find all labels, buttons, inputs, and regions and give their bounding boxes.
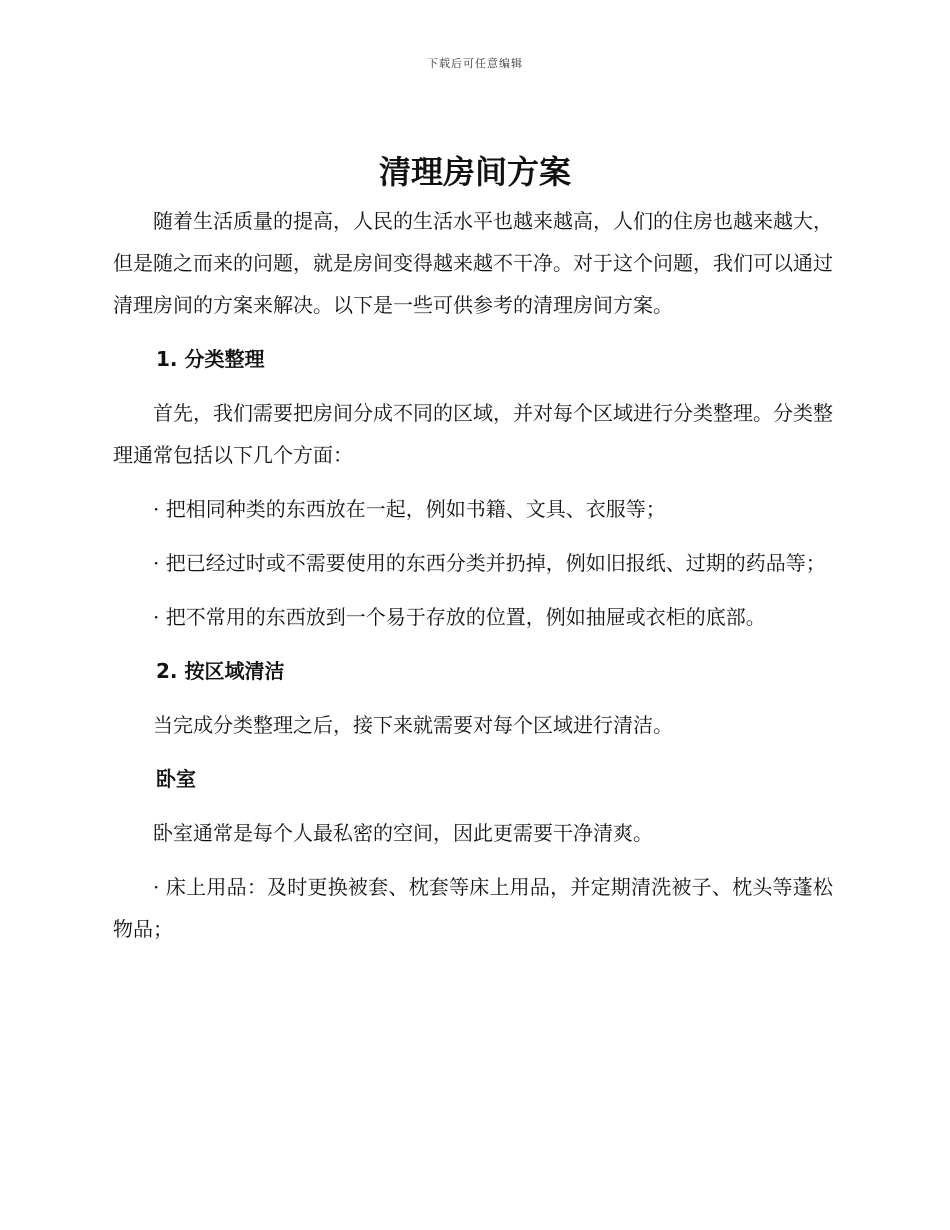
document-title: 清理房间方案 (378, 153, 571, 191)
subsection-heading-bedroom: 卧室 (156, 767, 196, 791)
sorting-intro-paragraph: 首先，我们需要把房间分成不同的区域，并对每个区域进行分类整理。分类整理通常包括以下几个方面： (113, 401, 833, 467)
header-note: 下载后可任意编辑 (427, 57, 523, 70)
section-heading-sorting: 1. 分类整理 (156, 347, 265, 371)
bedroom-list-item: · 床上用品：及时更换被套、枕套等床上用品，并定期清洗被子、枕头等蓬松物品； (113, 875, 833, 941)
section-heading-area-cleaning: 2. 按区域清洁 (156, 659, 285, 683)
sorting-list-item: · 把不常用的东西放到一个易于存放的位置，例如抽屉或衣柜的底部。 (153, 605, 766, 629)
intro-paragraph: 随着生活质量的提高，人民的生活水平也越来越高，人们的住房也越来越大，但是随之而来的问题，就是房间变得越来越不干净。对于这个问题，我们可以通过清理房间的方案来解决。以下是一些可供参考的清理房间方案。 (113, 209, 833, 317)
sorting-list-item: · 把已经过时或不需要使用的东西分类并扔掉，例如旧报纸、过期的药品等； (153, 551, 826, 575)
sorting-list-item: · 把相同种类的东西放在一起，例如书籍、文具、衣服等； (153, 497, 666, 521)
bedroom-intro-paragraph: 卧室通常是每个人最私密的空间，因此更需要干净清爽。 (153, 821, 653, 845)
area-cleaning-paragraph: 当完成分类整理之后，接下来就需要对每个区域进行清洁。 (153, 713, 673, 737)
document-body (113, 200, 833, 962)
